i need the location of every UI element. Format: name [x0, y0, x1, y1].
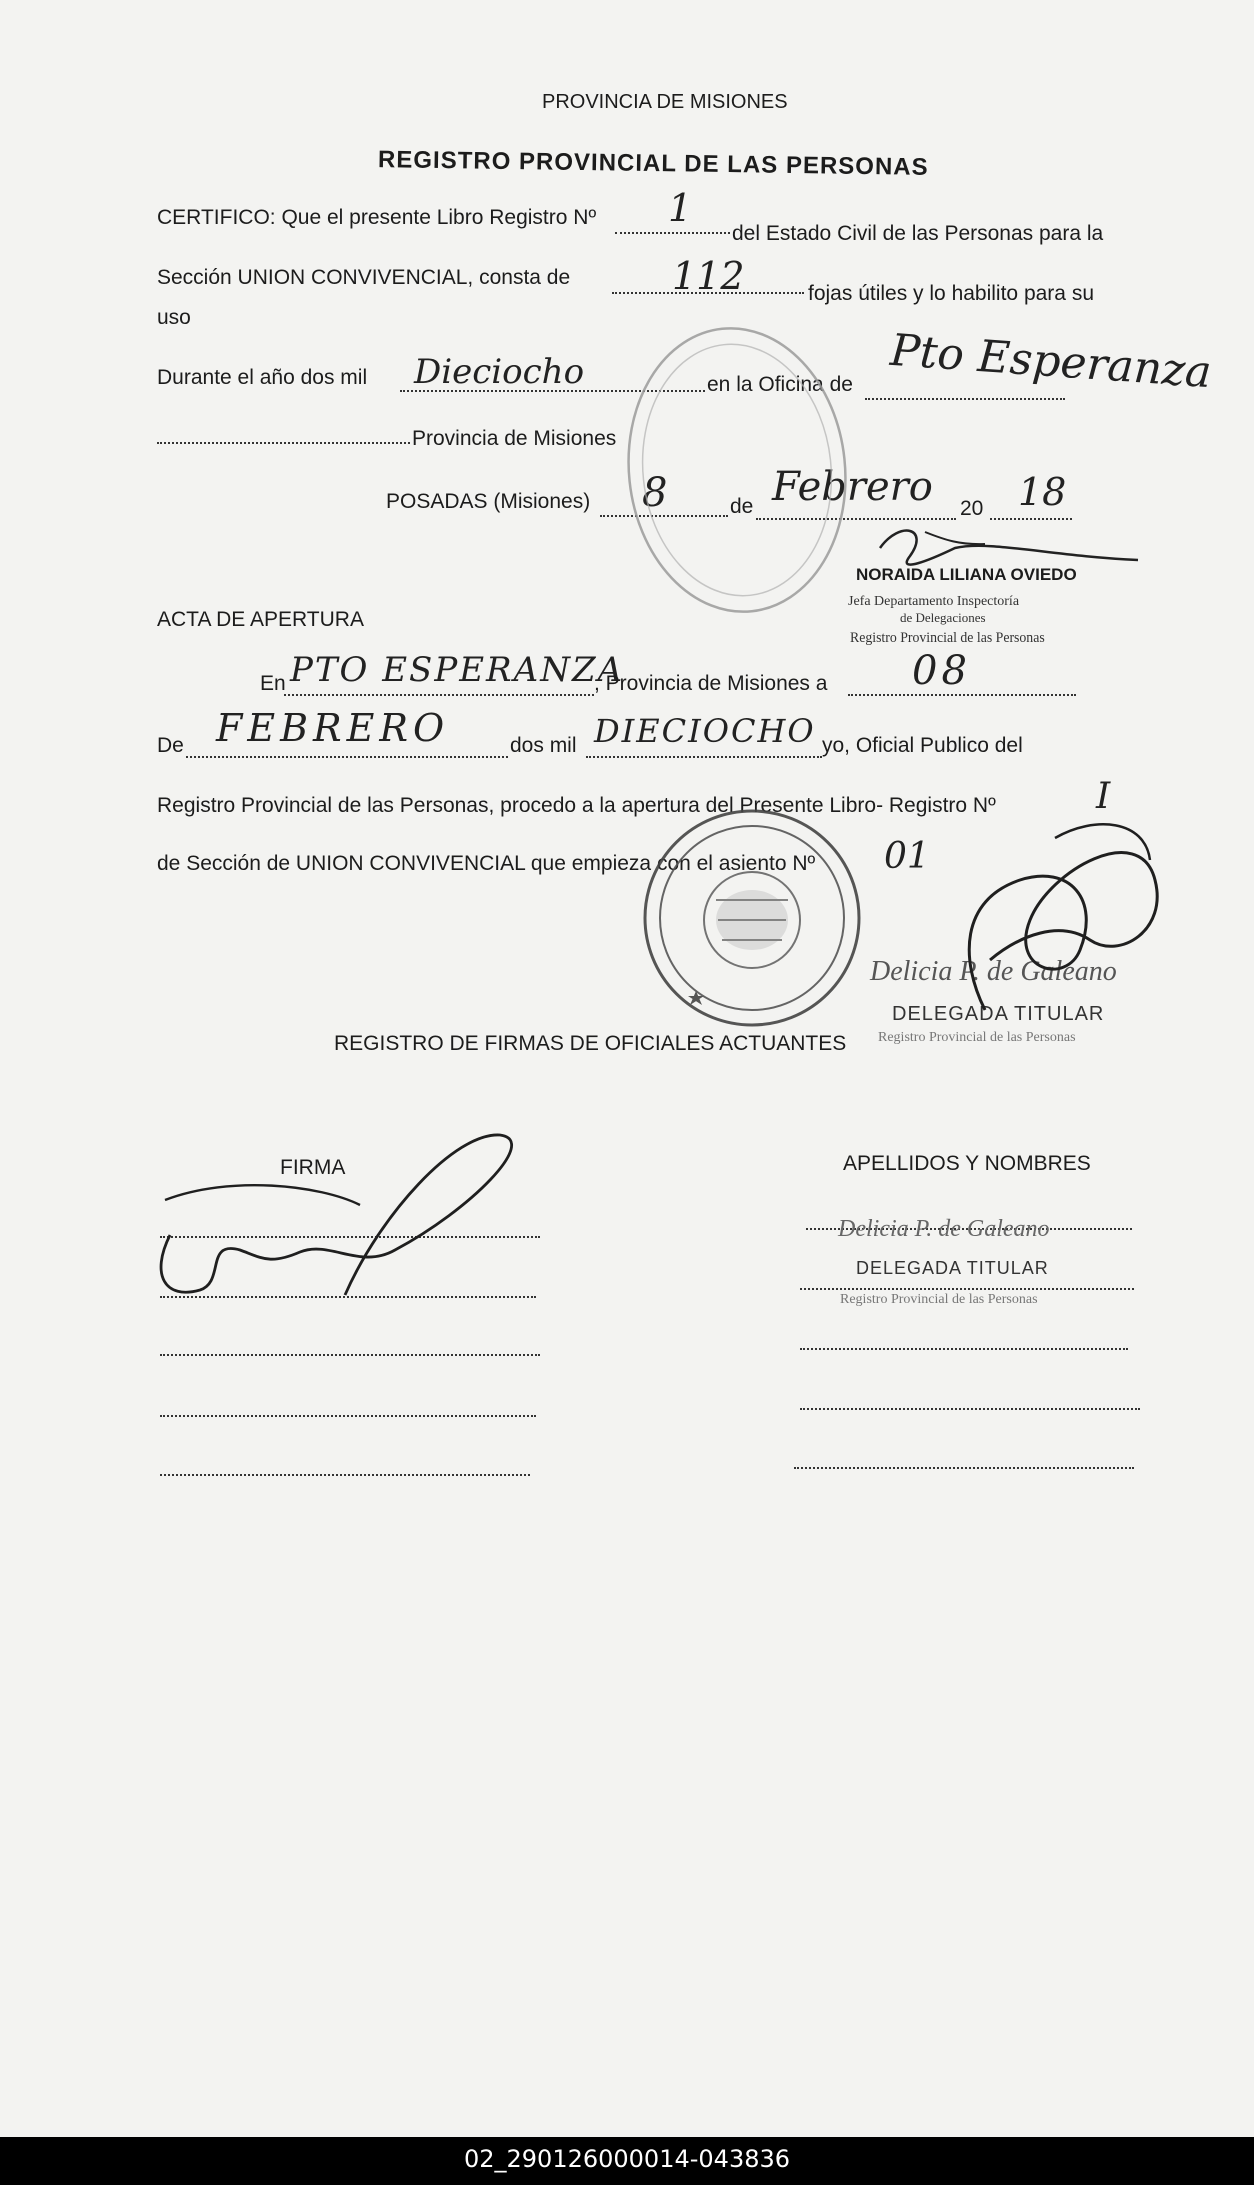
signature-oviedo-stroke-2: [925, 532, 985, 544]
registry-heading: REGISTRO PROVINCIAL DE LAS PERSONAS: [377, 146, 929, 181]
footer-bar: [0, 2137, 1254, 2185]
province-heading: PROVINCIA DE MISIONES: [542, 91, 788, 113]
posadas-text: POSADAS (Misiones): [386, 490, 591, 513]
fojas-text: fojas útiles y lo habilito para su: [808, 282, 1094, 305]
year-prefix: 20: [960, 497, 984, 520]
acta-en-text: En: [260, 672, 286, 695]
acta-libro-number-handwritten: I: [1096, 776, 1111, 817]
mes-handwritten: Febrero: [772, 464, 933, 510]
oficina-handwritten: Pto Esperanza: [888, 324, 1214, 399]
apellidos-entry-title: DELEGADA TITULAR: [856, 1258, 1049, 1278]
signatory-1-name: NORAIDA LILIANA OVIEDO: [856, 565, 1077, 584]
acta-anio-handwritten: DIECIOCHO: [594, 712, 816, 750]
acta-asiento-handwritten: 01: [884, 836, 930, 877]
signature-firma-stroke-2: [165, 1185, 360, 1205]
acta-provincia-text: , Provincia de Misiones a: [594, 672, 828, 695]
apellidos-entry-org: Registro Provincial de las Personas: [840, 1292, 1038, 1307]
de-text: de: [730, 495, 754, 518]
oficina-text: en la Oficina de: [707, 373, 853, 396]
firmas-heading: REGISTRO DE FIRMAS DE OFICIALES ACTUANTES: [334, 1032, 847, 1055]
durante-text: Durante el año dos mil: [157, 366, 368, 389]
anio-handwritten: Dieciocho: [414, 352, 585, 392]
signatory-2-org: Registro Provincial de las Personas: [878, 1030, 1076, 1045]
acta-de-text: De: [157, 734, 184, 757]
round-seal: [645, 811, 859, 1025]
seccion-text: Sección UNION CONVIVENCIAL, consta de: [157, 266, 571, 289]
signature-firma: [161, 1135, 512, 1295]
dia-handwritten: 8: [642, 470, 668, 516]
libro-number-handwritten: 1: [668, 186, 693, 230]
del-estado-text: del Estado Civil de las Personas para la: [732, 222, 1104, 245]
acta-lugar-handwritten: PTO ESPERANZA: [290, 650, 625, 690]
footer-code: 02_290126000014-043836: [463, 2145, 791, 2173]
signatory-2-name: Delicia P. de Galeano: [870, 956, 1117, 987]
signatory-1-title-line2: de Delegaciones: [900, 610, 986, 625]
acta-dia-handwritten: 08: [912, 648, 971, 694]
acta-heading: ACTA DE APERTURA: [157, 608, 364, 631]
acta-mes-handwritten: FEBRERO: [216, 706, 450, 750]
uso-text: uso: [157, 306, 191, 329]
signatory-2-title: DELEGADA TITULAR: [892, 1003, 1105, 1025]
fojas-handwritten: 112: [672, 254, 745, 298]
provincia-text: Provincia de Misiones: [412, 427, 617, 450]
signature-oviedo: [880, 531, 1138, 565]
apellidos-entry-name: Delicia P. de Galeano: [838, 1216, 1050, 1242]
signatory-1-title-line3: Registro Provincial de las Personas: [850, 630, 1045, 646]
oval-stamp-upper-inner: [630, 335, 843, 605]
certifico-text: CERTIFICO: Que el presente Libro Registro Nº: [157, 206, 597, 229]
acta-dos-mil-text: dos mil: [510, 734, 577, 757]
signatory-1-title-line1: Jefa Departamento Inspectoría: [848, 594, 1020, 609]
oval-stamp-upper: [615, 317, 860, 622]
apellidos-column-heading: APELLIDOS Y NOMBRES: [843, 1152, 1091, 1175]
acta-registro-text: Registro Provincial de las Personas, procedo a la apertura del Presente Libro- Registro Nº: [157, 794, 996, 817]
signature-galeano: [969, 853, 1157, 1010]
acta-seccion-text: de Sección de UNION CONVIVENCIAL que empieza con el asiento Nº: [157, 852, 816, 875]
year-handwritten: 18: [1018, 470, 1067, 514]
acta-oficial-text: yo, Oficial Publico del: [822, 734, 1023, 757]
firma-column-heading: FIRMA: [280, 1156, 346, 1179]
